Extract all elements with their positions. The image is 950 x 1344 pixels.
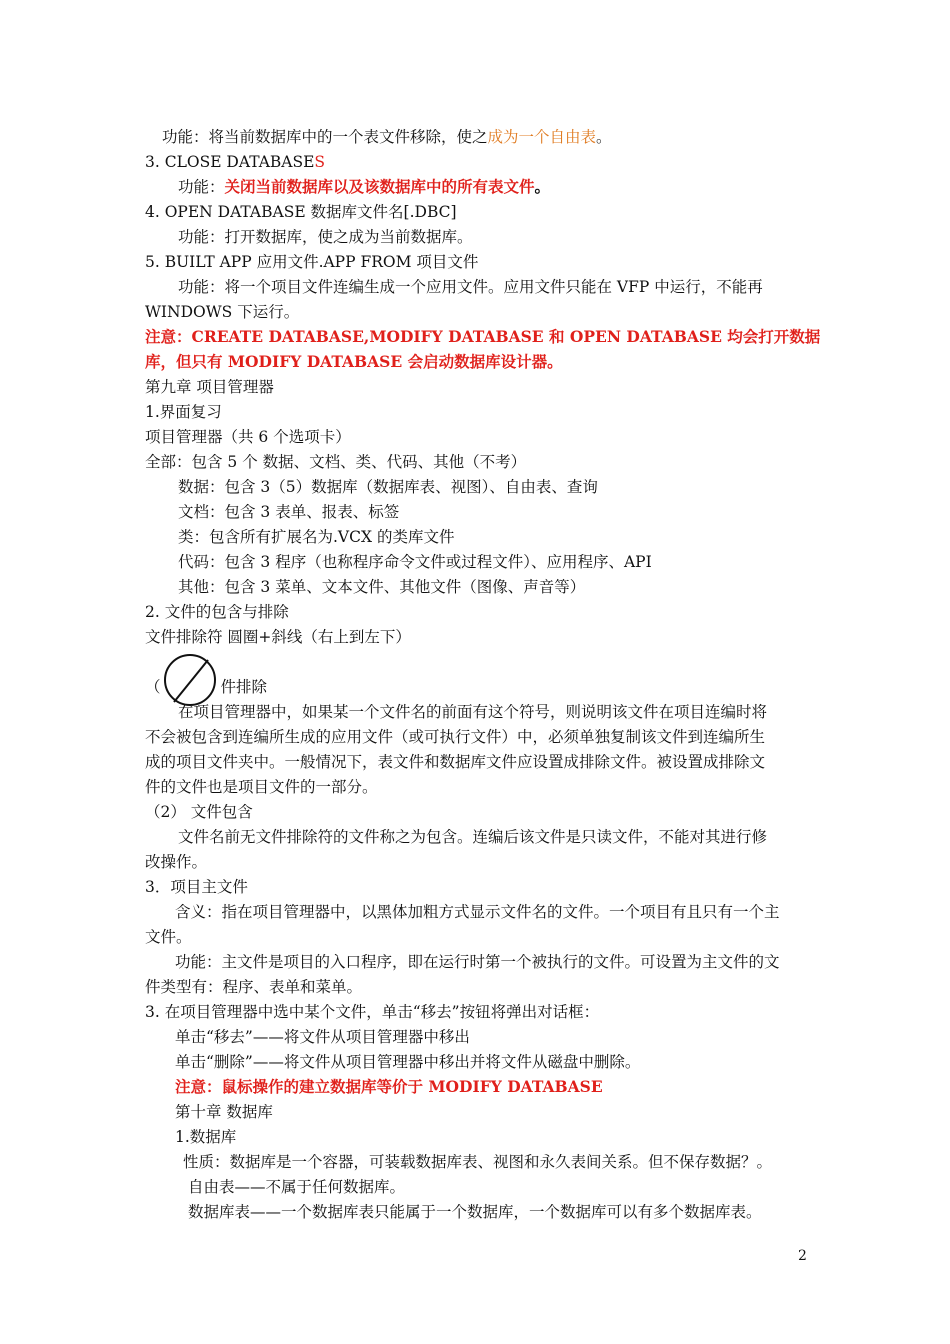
- note-mouse-create-database: 注意：鼠标操作的建立数据库等价于 MODIFY DATABASE: [175, 1077, 603, 1096]
- line-remove-function: [162, 127, 612, 147]
- line-free-table: 自由表——不属于任何数据库。: [188, 1178, 406, 1196]
- text-segment: 。: [534, 177, 551, 196]
- line-close-function: [178, 177, 550, 197]
- highlight-s: S: [314, 153, 326, 171]
- highlight-free-table: 成为一个自由表: [487, 128, 597, 146]
- line-tab-all: 全部：包含 5 个 数据、文档、类、代码、其他（不考）: [145, 453, 527, 471]
- text-segment: 3. CLOSE DATABASE: [145, 153, 315, 171]
- chapter-10-heading: 第十章 数据库: [175, 1103, 273, 1121]
- line-click-remove: 单击“移去”——将文件从项目管理器中移出: [175, 1028, 470, 1046]
- text-segment: 件排除: [220, 678, 268, 696]
- text-segment: （: [145, 678, 161, 696]
- para-exclusion-4: 件的文件也是项目文件的一部分。: [145, 778, 378, 796]
- line-open-database: 4. OPEN DATABASE 数据库文件名[.DBC]: [145, 203, 457, 221]
- para-exclusion-3: 成的项目文件夹中。一般情况下，表文件和数据库文件应设置成排除文件。被设置成排除文: [145, 753, 766, 771]
- para-include-2: 改操作。: [145, 853, 208, 871]
- line-exclusion-symbol: 文件排除符 圆圈+斜线（右上到左下）: [145, 628, 411, 646]
- highlight-close-all: 关闭当前数据库以及该数据库中的所有表文件: [224, 177, 535, 196]
- line-database-table: 数据库表——一个数据库表只能属于一个数据库，一个数据库可以有多个数据库表。: [188, 1203, 762, 1221]
- section-database: 1.数据库: [175, 1128, 237, 1146]
- section-file-include: （2） 文件包含: [145, 803, 253, 821]
- line-project-manager-tabs: 项目管理器（共 6 个选项卡）: [145, 428, 351, 446]
- section-interface-review: 1.界面复习: [145, 403, 222, 421]
- line-tab-other: 其他：包含 3 菜单、文本文件、其他文件（图像、声音等）: [178, 578, 586, 596]
- line-open-function: 功能：打开数据库，使之成为当前数据库。: [178, 228, 473, 246]
- text-segment: 功能：: [178, 178, 225, 196]
- para-exclusion-2: 不会被包含到连编所生成的应用文件（或可执行文件）中，必须单独复制该文件到连编所生: [145, 728, 766, 746]
- line-click-delete: 单击“删除”——将文件从项目管理器中移出并将文件从磁盘中删除。: [175, 1053, 641, 1071]
- section-include-exclude: 2. 文件的包含与排除: [145, 603, 289, 621]
- text-segment: 。: [596, 128, 612, 146]
- text-segment: 功能：将当前数据库中的一个表文件移除，使之: [162, 128, 488, 146]
- line-tab-classes: 类：包含所有扩展名为.VCX 的类库文件: [178, 528, 455, 546]
- line-windows-note: WINDOWS 下运行。: [145, 303, 300, 321]
- line-tab-data: 数据：包含 3（5）数据库（数据库表、视图）、自由表、查询: [178, 478, 598, 496]
- line-built-app: 5. BUILT APP 应用文件.APP FROM 项目文件: [145, 253, 479, 271]
- para-main-meaning-1: 含义：指在项目管理器中，以黑体加粗方式显示文件名的文件。一个项目有且只有一个主: [175, 903, 780, 921]
- note-open-database-1: 注意：CREATE DATABASE,MODIFY DATABASE 和 OPEN DATABASE 均会打开数据: [145, 327, 821, 346]
- line-close-database: [145, 152, 325, 172]
- chapter-9-heading: 第九章 项目管理器: [145, 378, 274, 396]
- line-built-function: 功能：将一个项目文件连编生成一个应用文件。应用文件只能在 VFP 中运行，不能再: [178, 278, 763, 296]
- circle-slash-icon: [162, 652, 218, 708]
- para-exclusion-1: 在项目管理器中，如果某一个文件名的前面有这个符号，则说明该文件在项目连编时将: [178, 703, 768, 721]
- para-main-function-2: 件类型有：程序、表单和菜单。: [145, 978, 363, 996]
- line-remove-dialog: 3. 在项目管理器中选中某个文件，单击“移去”按钮将弹出对话框：: [145, 1003, 600, 1021]
- line-tab-code: 代码：包含 3 程序（也称程序命令文件或过程文件）、应用程序、API: [178, 553, 652, 571]
- page-number: 2: [798, 1248, 807, 1264]
- line-tab-documents: 文档：包含 3 表单、报表、标签: [178, 503, 400, 521]
- para-main-function-1: 功能：主文件是项目的入口程序，即在运行时第一个被执行的文件。可设置为主文件的文: [175, 953, 780, 971]
- line-database-nature: 性质：数据库是一个容器，可装载数据库表、视图和永久表间关系。但不保存数据？。: [183, 1153, 773, 1171]
- note-open-database-2: 库，但只有 MODIFY DATABASE 会启动数据库设计器。: [145, 352, 563, 371]
- para-include-1: 文件名前无文件排除符的文件称之为包含。连编后该文件是只读文件，不能对其进行修: [178, 828, 768, 846]
- para-main-meaning-2: 文件。: [145, 928, 192, 946]
- section-main-file: 3．项目主文件: [145, 878, 248, 896]
